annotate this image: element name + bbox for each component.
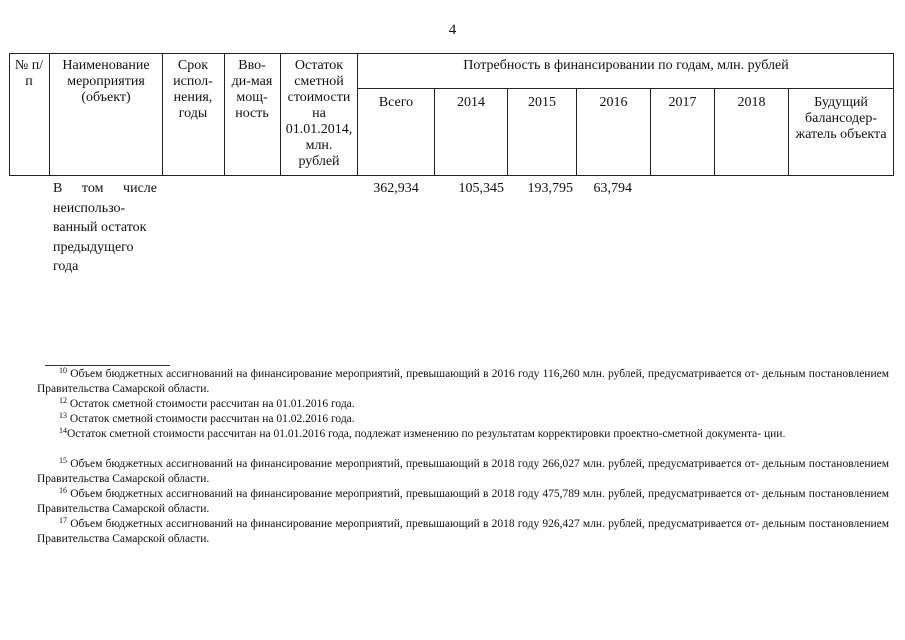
footnote-text: Объем бюджетных ассигнований на финансирование мероприятий, превышающий в 2016 году 116,260 млн. рублей, предусматривается от- xyxy=(70,368,760,380)
footnote-text-cont: ции. xyxy=(763,428,786,440)
header-total: Всего xyxy=(378,95,414,110)
col-line xyxy=(49,53,50,176)
row-name-line: В том числе xyxy=(53,181,157,196)
footnotes xyxy=(37,367,889,547)
header-balance: Остаток сметной стоимости на 01.01.2014, млн. рублей xyxy=(285,58,353,169)
footnote xyxy=(37,412,889,427)
row-2016-value: 63,794 xyxy=(593,181,632,196)
footnote xyxy=(37,457,889,487)
header-2016: 2016 xyxy=(599,95,628,110)
row-name-line: ванный остаток xyxy=(53,220,147,235)
footnote-text: Остаток сметной стоимости рассчитан на 01.01.2016 года, подлежат изменению по результатам корректировки проектно-сметной документа- xyxy=(67,428,762,440)
row-name-line: года xyxy=(53,259,79,274)
footnote-text-cont: дельным постановлением Правительства Самарской области. xyxy=(37,518,890,545)
col-line xyxy=(893,53,894,176)
row-name-line: неиспользо- xyxy=(53,200,126,216)
footnote xyxy=(37,487,889,517)
col-line xyxy=(9,53,10,176)
col-line xyxy=(650,88,651,176)
page-number: 4 xyxy=(448,22,457,38)
footnote-text: Объем бюджетных ассигнований на финансирование мероприятий, превышающий в 2018 году 266,027 млн. рублей, предусматривается от- xyxy=(70,458,760,470)
footnote-mark: 14 xyxy=(59,426,67,435)
group-header-divider xyxy=(357,88,894,89)
col-line xyxy=(357,53,358,176)
col-line xyxy=(507,88,508,176)
footnote xyxy=(37,397,889,412)
footnote-text: Объем бюджетных ассигнований на финансирование мероприятий, превышающий в 2018 году 475,789 млн. рублей, предусматривается от- xyxy=(70,488,760,500)
col-line xyxy=(224,53,225,176)
header-financing-group: Потребность в финансировании по годам, млн. рублей xyxy=(463,58,789,73)
footnote-mark: 17 xyxy=(59,516,67,525)
row-total-value: 362,934 xyxy=(373,181,419,196)
row-2015-value: 193,795 xyxy=(527,181,573,196)
header-future-holder: Будущий балансодер-жатель объекта xyxy=(795,95,887,142)
footnote-text: Остаток сметной стоимости рассчитан на 01.01.2016 года. xyxy=(69,398,355,410)
footnote-mark: 13 xyxy=(59,411,67,420)
header-name: Наименование мероприятия (объект) xyxy=(62,58,150,105)
col-line xyxy=(434,88,435,176)
footnote xyxy=(37,517,889,547)
header-term: Срок испол-нения, годы xyxy=(173,58,213,121)
col-line xyxy=(714,88,715,176)
header-2014: 2014 xyxy=(457,95,485,110)
footnote-text-cont: дельным постановлением Правительства Самарской области. xyxy=(37,368,889,395)
header-capacity: Вво-ди-мая мощ-ность xyxy=(231,58,273,121)
footnote-text-cont: дельным постановлением Правительства Самарской области. xyxy=(37,488,890,515)
table-top-border xyxy=(9,53,894,54)
row-name-line: предыдущего xyxy=(53,239,134,255)
header-num: № п/п xyxy=(14,58,44,89)
header-bottom-border xyxy=(9,175,894,176)
footnote-text-cont: дельным постановлением Правительства Самарской области. xyxy=(37,458,890,485)
footnote-text: Остаток сметной стоимости рассчитан на 01.02.2016 года. xyxy=(69,413,355,425)
footnote-text: Объем бюджетных ассигнований на финансирование мероприятий, превышающий в 2018 году 926,427 млн. рублей, предусматривается от- xyxy=(70,518,760,530)
header-2018: 2018 xyxy=(737,95,766,110)
footnote-mark: 15 xyxy=(59,456,67,465)
row-name-cell xyxy=(53,179,157,277)
col-line xyxy=(280,53,281,176)
footnote-mark: 12 xyxy=(59,396,67,405)
row-2014-value: 105,345 xyxy=(458,181,504,196)
footnote-mark: 16 xyxy=(59,486,67,495)
footnote-mark: 10 xyxy=(59,366,67,375)
col-line xyxy=(576,88,577,176)
col-line xyxy=(162,53,163,176)
header-2017: 2017 xyxy=(668,95,697,110)
footnote xyxy=(37,367,889,397)
col-line xyxy=(788,88,789,176)
footnote xyxy=(37,427,889,442)
header-2015: 2015 xyxy=(528,95,556,110)
